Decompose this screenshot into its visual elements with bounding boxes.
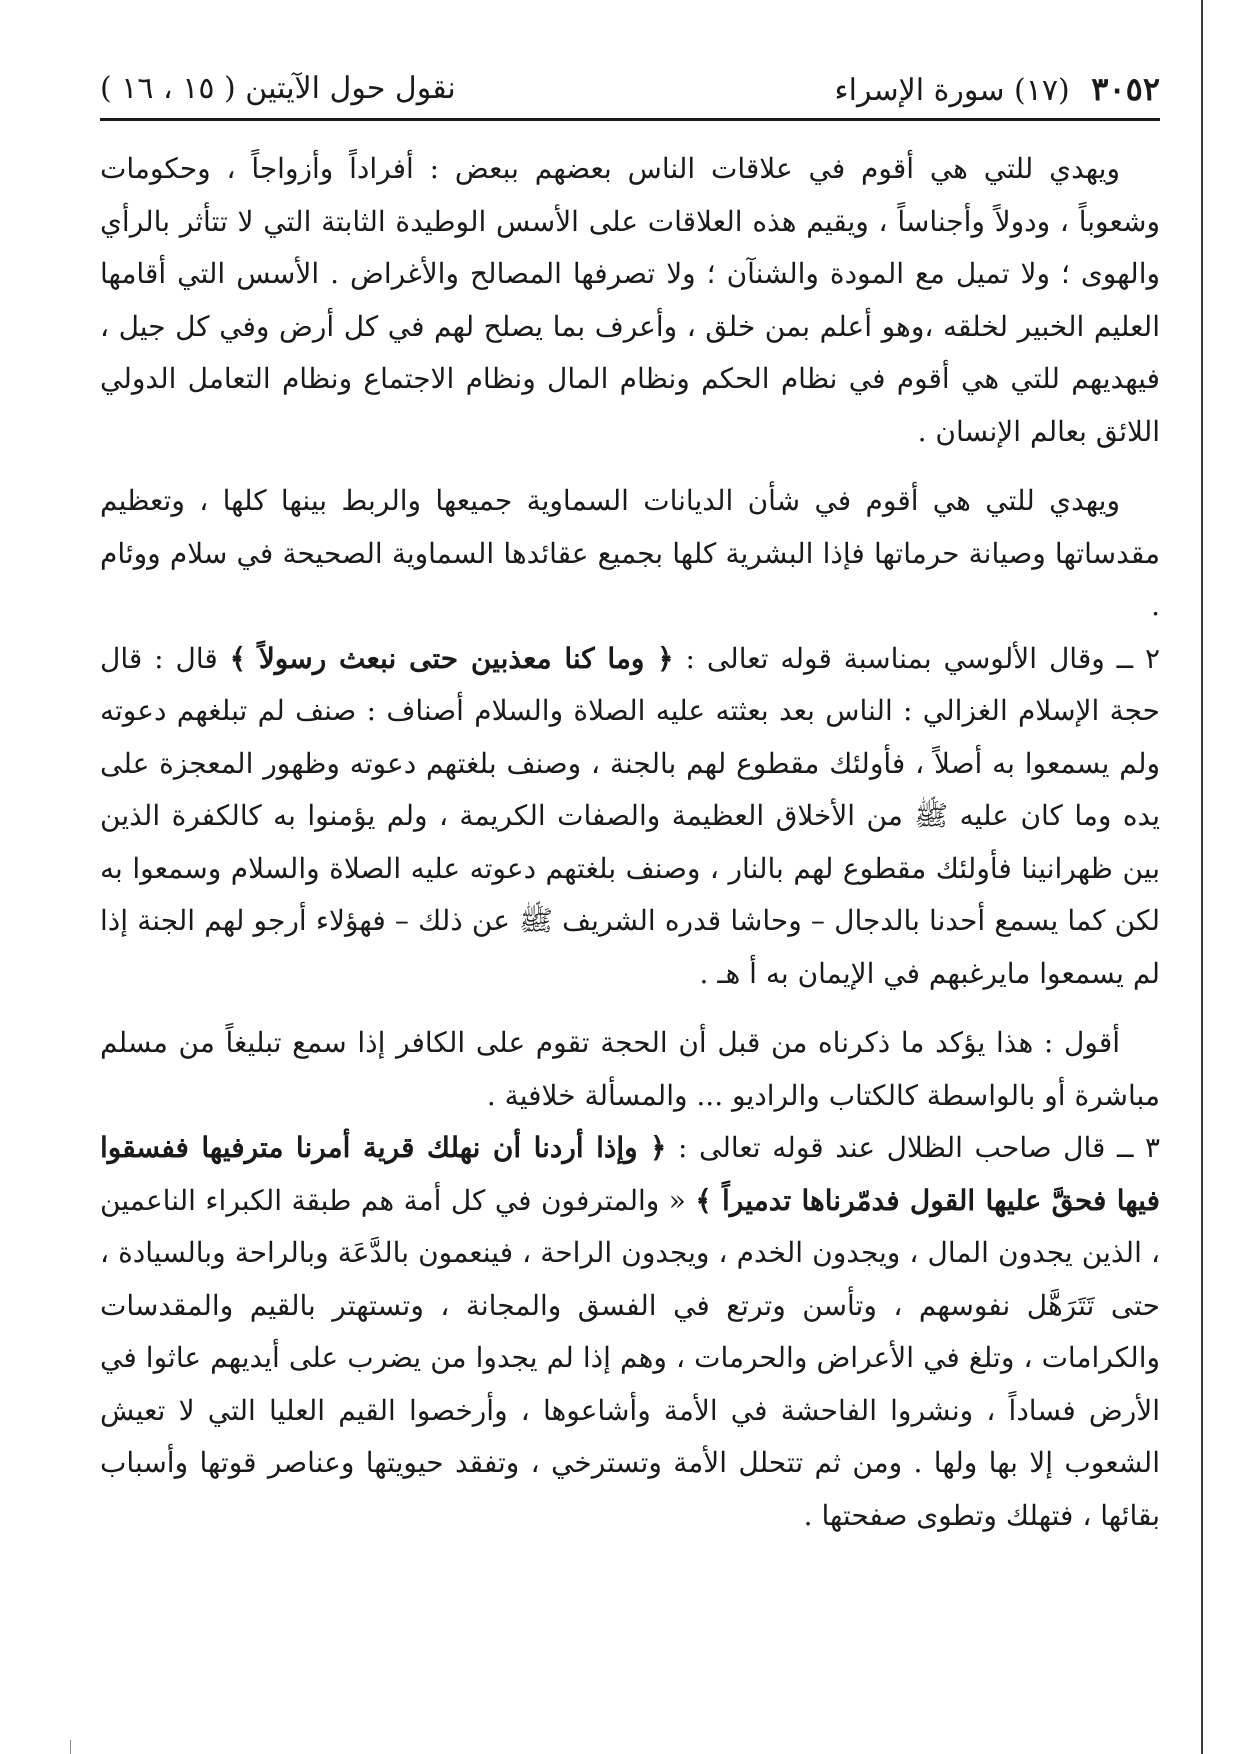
header-page-info — [835, 66, 1160, 114]
paragraph-3-text: قال : قال حجة الإسلام الغزالي : الناس بعد بعثته عليه الصلاة والسلام أصناف : صنف لم تبلغهم دعوته ولم يسمعوا به أصلاً ، فأولئك مقطوع لهم بالجنة ، وصنف بلغتهم دعوته وظهور المعجزة على يده وما كان عليه ﷺ من الأخلاق العظيمة والصفات الكريمة ، ولم يؤمنوا به كالكفرة الذين بين ظهرانينا فأولئك مقطوع لهم بالنار ، وصنف بلغتهم دعوته عليه الصلاة والسلام وسمعوا به لكن كما يسمع أحدنا بالدجال – وحاشا قدره الشريف ﷺ عن ذلك – فهؤلاء أرجو لهم الجنة إذا لم يسمعوا مايرغبهم في الإيمان به أ هـ . — [100, 641, 1161, 990]
paragraph-4: أقول : هذا يؤكد ما ذكرناه من قبل أن الحجة تقوم على الكافر إذا سمع تبليغاً من مسلم مباشرة أو بالواسطة كالكتاب والراديو ... والمسألة خلافية . — [100, 1026, 1160, 1112]
paragraph-3 — [100, 633, 1160, 1001]
page-number: ٣٠٥٢ — [1091, 70, 1160, 108]
paragraph-5-text: « والمترفون في كل أمة هم طبقة الكبراء الناعمين ، الذين يجدون المال ، ويجدون الخدم ، ويجدون الراحة ، فينعمون بالدَّعَة وبالراحة وبالسيادة ، حتى تَتَرَهَّل نفوسهم ، وتأسن وترتع في الفسق والمجانة ، وتستهتر بالقيم والمقدسات والكرامات ، وتلغ في الأعراض والحرمات ، وهم إذا لم يجدوا من يضرب على أيديهم عاثوا في الأرض فساداً ، ونشروا الفاحشة في الأمة وأشاعوها ، وأرخصوا القيم العليا التي لا تعيش الشعوب إلا بها ولها . ومن ثم تتحلل الأمة وتسترخي ، وتفقد حيويتها وعناصر قوتها وأسباب بقائها ، فتهلك وتطوى صفحتها . — [100, 1183, 1160, 1532]
paragraph-5-intro: ٣ ــ قال صاحب الظلال عند قوله تعالى : — [678, 1131, 1160, 1164]
paragraph-1: ويهدي للتي هي أقوم في علاقات الناس بعضهم ببعض : أفراداً وأزواجاً ، وحكومات وشعوباً ، ودولاً وأجناساً ، ويقيم هذه العلاقات على الأسس الوطيدة الثابتة التي لا تتأثر بالرأي والهوى ؛ ولا تميل مع المودة والشنآن ؛ ولا تصرفها المصالح والأغراض . الأسس التي أقامها العليم الخبير لخلقه ،وهو أعلم بمن خلق ، وأعرف بما يصلح لهم في كل أرض وفي كل جيل ، فيهديهم للتي هي أقوم في نظام الحكم ونظام المال ونظام الاجتماع ونظام التعامل الدولي اللائق بعالم الإنسان . — [100, 152, 1160, 448]
section-title: نقول حول الآيتين ( ١٥ ، ١٦ ) — [100, 71, 456, 106]
surah-title: (١٧) سورة الإسراء — [834, 73, 1070, 108]
page-margin-rule — [1201, 0, 1203, 1754]
quran-verse-quote: ﴿ وما كنا معذبين حتى نبعث رسولاً ﴾ — [229, 641, 674, 675]
quran-verse-quote: ﴿ وإذا أردنا أن نهلك قرية أمرنا مترفيها ففسقوا فيها فحقَّ عليها القول فدمّرناها تدميراً ﴾ — [100, 1131, 1160, 1217]
page-header — [100, 66, 1160, 121]
page-body — [100, 143, 1160, 1542]
paragraph-2: ويهدي للتي هي أقوم في شأن الديانات السماوية جميعها والربط بينها كلها ، وتعظيم مقدساتها وصيانة حرماتها فإذا البشرية كلها بجميع عقائدها السماوية الصحيحة في سلام ووئام . — [100, 484, 1160, 622]
paragraph-3-intro: ٢ ــ وقال الألوسي بمناسبة قوله تعالى : — [685, 641, 1160, 675]
paragraph-5 — [100, 1122, 1160, 1542]
corner-mark — [70, 1740, 71, 1754]
